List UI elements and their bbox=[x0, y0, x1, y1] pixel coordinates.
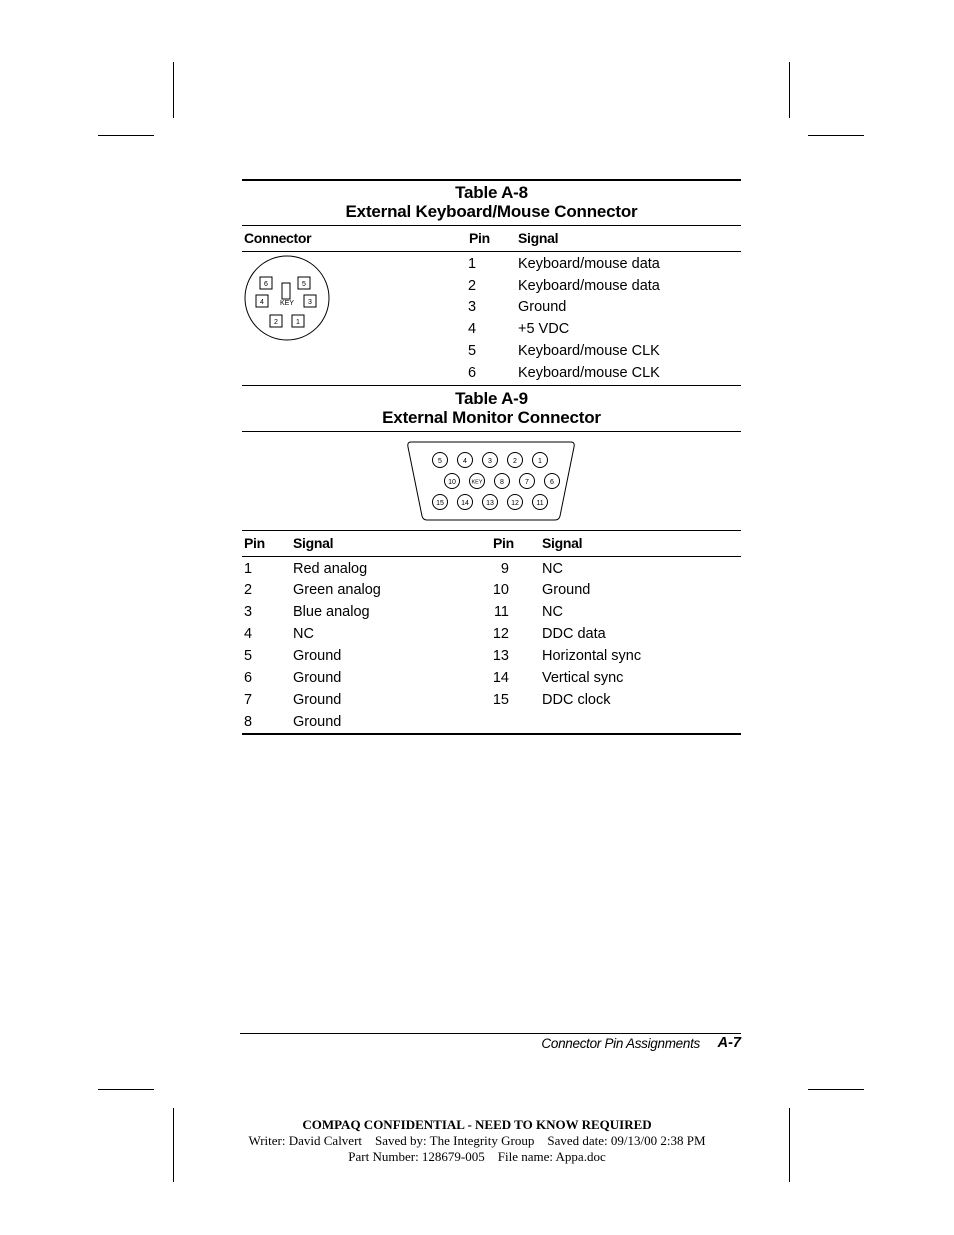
crop-mark bbox=[789, 62, 790, 118]
signal-value: +5 VDC bbox=[518, 321, 570, 337]
vga-pin-label: 12 bbox=[511, 500, 519, 507]
ps2-key-label: KEY bbox=[279, 300, 295, 307]
divider bbox=[242, 431, 741, 432]
table-bottom-rule bbox=[242, 733, 741, 735]
divider bbox=[242, 385, 741, 386]
table-row bbox=[518, 299, 566, 315]
table-row bbox=[518, 365, 660, 381]
confidential-notice: COMPAQ CONFIDENTIAL - NEED TO KNOW REQUIRED bbox=[302, 1117, 652, 1132]
crop-mark bbox=[173, 62, 174, 118]
ps2-pin-label: 5 bbox=[302, 281, 306, 288]
ps2-connector-diagram bbox=[242, 253, 334, 341]
signal-value: Ground bbox=[293, 648, 342, 664]
vga-pin-label: 13 bbox=[486, 500, 494, 507]
signal-value: Keyboard/mouse CLK bbox=[518, 343, 660, 359]
signal-value: Green analog bbox=[293, 582, 381, 598]
divider bbox=[242, 530, 741, 531]
vga-pin-label: 11 bbox=[536, 500, 544, 507]
signal-value: DDC data bbox=[542, 626, 606, 642]
pin-value: 9 bbox=[500, 561, 509, 577]
header-signal: Signal bbox=[518, 230, 559, 246]
pin-value: 3 bbox=[468, 299, 477, 315]
signal-value: Red analog bbox=[293, 561, 368, 577]
pin-value: 4 bbox=[468, 321, 477, 337]
pin-value: 1 bbox=[244, 561, 253, 577]
table-a9-title: External Monitor Connector bbox=[382, 408, 601, 427]
pin-value: 11 bbox=[493, 604, 509, 620]
table-a9-number: Table A-9 bbox=[455, 389, 528, 408]
signal-value: Ground bbox=[293, 670, 342, 686]
table-row bbox=[468, 365, 476, 381]
header-pin-right: Pin bbox=[493, 535, 514, 551]
signal-value: NC bbox=[293, 626, 314, 642]
vga-pin-label: 8 bbox=[500, 479, 504, 486]
signal-value: NC bbox=[542, 604, 563, 620]
ps2-pin-label: 2 bbox=[274, 319, 278, 326]
pin-value: 5 bbox=[468, 343, 477, 359]
ps2-pin-label: 1 bbox=[296, 319, 300, 326]
pin-value: 6 bbox=[468, 365, 477, 381]
vga-pin-label: 14 bbox=[461, 500, 469, 507]
vga-pin-label: 4 bbox=[463, 458, 467, 465]
pin-value: 10 bbox=[492, 582, 509, 598]
table-row bbox=[518, 256, 660, 272]
table-row bbox=[468, 343, 476, 359]
signal-value: NC bbox=[542, 561, 563, 577]
crop-mark bbox=[808, 1089, 864, 1090]
table-a8-title: External Keyboard/Mouse Connector bbox=[345, 202, 638, 221]
header-pin: Pin bbox=[469, 230, 490, 246]
pin-value: 1 bbox=[468, 256, 477, 272]
signal-value: DDC clock bbox=[542, 692, 611, 708]
vga-connector-diagram bbox=[405, 438, 577, 524]
pin-value: 3 bbox=[244, 604, 253, 620]
pin-value: 14 bbox=[492, 670, 509, 686]
divider bbox=[242, 225, 741, 226]
table-row bbox=[468, 278, 476, 294]
signal-value: Ground bbox=[293, 714, 342, 730]
table-row bbox=[468, 299, 476, 315]
vga-pin-label: 2 bbox=[513, 458, 517, 465]
signal-value: Keyboard/mouse CLK bbox=[518, 365, 660, 381]
pin-value: 2 bbox=[468, 278, 477, 294]
vga-pin-label: 5 bbox=[438, 458, 442, 465]
writer-info: Writer: David Calvert Saved by: The Integrity Group Saved date: 09/13/00 2:38 PM bbox=[248, 1133, 706, 1148]
ps2-pin-label: 6 bbox=[264, 281, 268, 288]
table-row bbox=[468, 256, 476, 272]
pin-value: 6 bbox=[244, 670, 253, 686]
signal-value: Ground bbox=[293, 692, 342, 708]
crop-mark bbox=[808, 135, 864, 136]
page-number: A-7 bbox=[717, 1035, 741, 1051]
signal-value: Ground bbox=[518, 299, 567, 315]
pin-value: 12 bbox=[492, 626, 509, 642]
signal-value: Vertical sync bbox=[542, 670, 624, 686]
signal-value: Blue analog bbox=[293, 604, 370, 620]
signal-value: Keyboard/mouse data bbox=[518, 278, 660, 294]
part-number-info: Part Number: 128679-005 File name: Appa.doc bbox=[348, 1149, 606, 1164]
header-signal-right: Signal bbox=[542, 535, 583, 551]
running-footer-section: Connector Pin Assignments bbox=[541, 1036, 700, 1051]
ps2-pin-label: 3 bbox=[308, 299, 312, 306]
table-top-rule bbox=[242, 179, 741, 181]
pin-value: 8 bbox=[244, 714, 253, 730]
table-a8-number: Table A-8 bbox=[455, 183, 528, 202]
header-connector: Connector bbox=[244, 230, 312, 246]
signal-value: Horizontal sync bbox=[542, 648, 642, 664]
pin-value: 7 bbox=[244, 692, 253, 708]
pin-value: 4 bbox=[244, 626, 253, 642]
vga-pin-label: 1 bbox=[538, 458, 542, 465]
divider bbox=[242, 556, 741, 557]
vga-pin-label: 15 bbox=[436, 500, 444, 507]
signal-value: Ground bbox=[542, 582, 591, 598]
pin-value: 13 bbox=[492, 648, 509, 664]
table-row bbox=[518, 278, 660, 294]
header-pin-left: Pin bbox=[244, 535, 265, 551]
crop-mark bbox=[98, 135, 154, 136]
table-row bbox=[518, 321, 569, 337]
divider bbox=[242, 251, 741, 252]
pin-value: 15 bbox=[492, 692, 509, 708]
vga-pin-label: 3 bbox=[488, 458, 492, 465]
pin-value: 2 bbox=[244, 582, 253, 598]
vga-pin-label: 6 bbox=[550, 479, 554, 486]
vga-pin-label: 7 bbox=[525, 479, 529, 486]
signal-value: Keyboard/mouse data bbox=[518, 256, 660, 272]
header-signal-left: Signal bbox=[293, 535, 334, 551]
vga-pin-label: 10 bbox=[448, 479, 456, 486]
pin-value: 5 bbox=[244, 648, 253, 664]
table-row bbox=[518, 343, 660, 359]
table-row bbox=[468, 321, 476, 337]
crop-mark bbox=[98, 1089, 154, 1090]
ps2-pin-label: 4 bbox=[260, 299, 264, 306]
footer-rule bbox=[240, 1033, 741, 1034]
vga-key-label: KEY bbox=[471, 479, 483, 486]
